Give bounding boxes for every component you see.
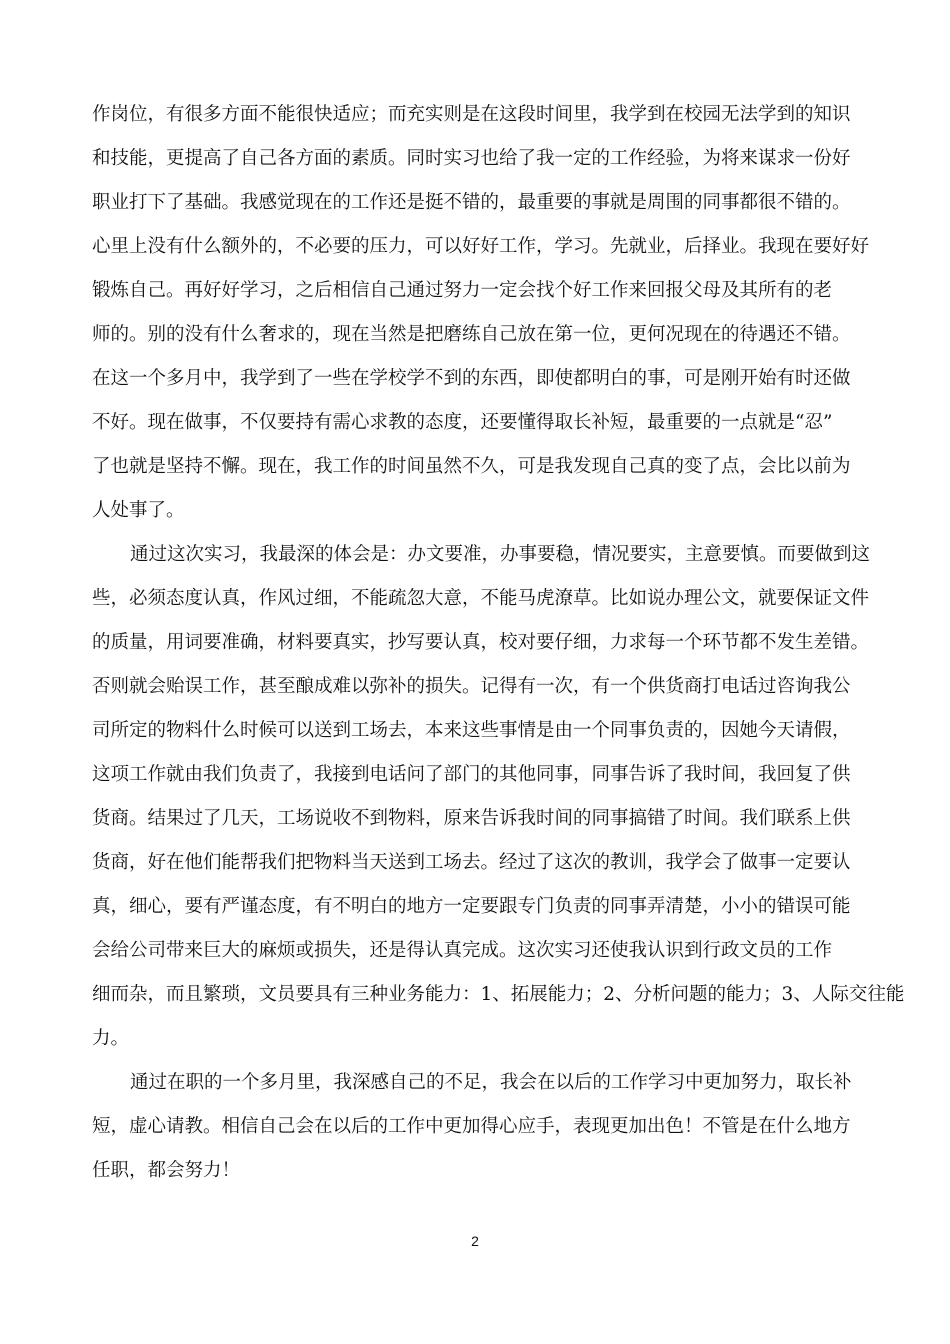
text-line: 锻炼自己。再好好学习，之后相信自己通过努力一定会找个好工作来回报父母及其所有的老 — [92, 280, 833, 301]
text-line: 力。 — [92, 1028, 130, 1049]
text-line: 短，虚心请教。相信自己会在以后的工作中更加得心应手，表现更加出色！不管是在什么地方 — [92, 1116, 851, 1137]
paragraph-start-line: 通过在职的一个多月里，我深感自己的不足，我会在以后的工作学习中更加努力，取长补 — [130, 1072, 852, 1093]
text-line: 不好。现在做事，不仅要持有需心求教的态度，还要懂得取长补短，最重要的一点就是“忍” — [92, 412, 833, 433]
text-line: 否则就会贻误工作，甚至酿成难以弥补的损失。记得有一次，有一个供货商打电话过咨询我公 — [92, 676, 851, 697]
text-line: 任职，都会努力！ — [92, 1160, 241, 1181]
text-line: 作岗位，有很多方面不能很快适应；而充实则是在这段时间里，我学到在校园无法学到的知识 — [92, 104, 851, 125]
text-line: 货商，好在他们能帮我们把物料当天送到工场去。经过了这次的教训，我学会了做事一定要认 — [92, 852, 851, 873]
text-line: 货商。结果过了几天，工场说收不到物料，原来告诉我时间的同事搞错了时间。我们联系上供 — [92, 808, 851, 829]
text-line: 司所定的物料什么时候可以送到工场去，本来这些事情是由一个同事负责的，因她今天请假， — [92, 720, 851, 741]
text-line: 在这一个多月中，我学到了一些在学校学不到的东西，即使都明白的事，可是刚开始有时还做 — [92, 368, 851, 389]
page-number: 2 — [471, 1233, 479, 1249]
text-line: 细而杂，而且繁琐，文员要具有三种业务能力：1、拓展能力；2、分析问题的能力；3、人际交往能 — [92, 984, 905, 1005]
text-line: 师的。别的没有什么奢求的，现在当然是把磨练自己放在第一位，更何况现在的待遇还不错。 — [92, 324, 851, 345]
text-line: 职业打下了基础。我感觉现在的工作还是挺不错的，最重要的事就是周围的同事都很不错的。 — [92, 192, 851, 213]
text-line: 这项工作就由我们负责了，我接到电话问了部门的其他同事，同事告诉了我时间，我回复了供 — [92, 764, 851, 785]
paragraph-start-line: 通过这次实习，我最深的体会是：办文要准，办事要稳，情况要实，主意要慎。而要做到这 — [130, 544, 871, 565]
text-line: 和技能，更提高了自己各方面的素质。同时实习也给了我一定的工作经验，为将来谋求一份好 — [92, 148, 851, 169]
text-line: 心里上没有什么额外的，不必要的压力，可以好好工作，学习。先就业，后择业。我现在要好好 — [92, 236, 870, 257]
text-line: 会给公司带来巨大的麻烦或损失，还是得认真完成。这次实习还使我认识到行政文员的工作 — [92, 940, 833, 961]
text-line: 的质量，用词要准确，材料要真实，抄写要认真，校对要仔细，力求每一个环节都不发生差错。 — [92, 632, 870, 653]
text-line: 些，必须态度认真，作风过细，不能疏忽大意，不能马虎潦草。比如说办理公文，就要保证文件 — [92, 588, 870, 609]
text-line: 了也就是坚持不懈。现在，我工作的时间虽然不久，可是我发现自己真的变了点，会比以前为 — [92, 456, 851, 477]
text-line: 人处事了。 — [92, 500, 185, 521]
text-line: 真，细心，要有严谨态度，有不明白的地方一定要跟专门负责的同事弄清楚，小小的错误可能 — [92, 896, 851, 917]
